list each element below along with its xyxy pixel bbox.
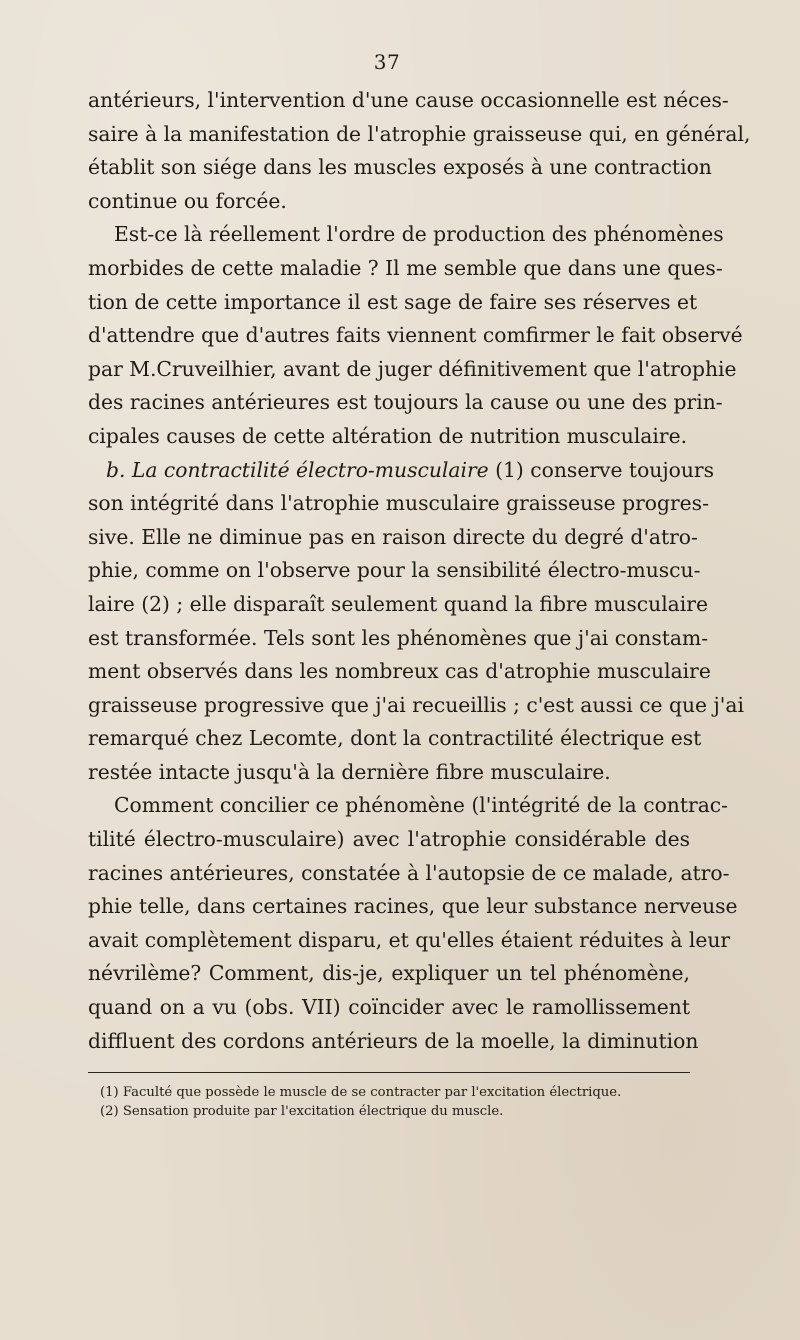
text-line: cipales causes de cette altération de nutrition musculaire. xyxy=(88,423,688,448)
text-line: continue ou forcée. xyxy=(88,188,287,213)
text-line: laire (2) ; elle disparaît seulement quand la fibre musculaire xyxy=(88,591,708,616)
paragraph-start-line: Comment concilier ce phénomène (l'intégrité de la contrac- xyxy=(114,793,728,818)
text-line: par M.Cruveilhier, avant de juger définitivement que l'atrophie xyxy=(88,356,737,381)
section-b-heading: b. La contractilité électro-musculaire xyxy=(106,457,489,482)
text-line: racines antérieures, constatée à l'autopsie de ce malade, atro- xyxy=(88,860,730,885)
text-line: d'attendre que d'autres faits viennent comfirmer le fait observé xyxy=(88,323,743,348)
body-text xyxy=(88,84,751,1058)
footnote-divider xyxy=(88,1072,690,1073)
text-line: névrilème? Comment, dis-je, expliquer un tel phénomène, xyxy=(88,961,690,986)
text-line: établit son siége dans les muscles exposés à une contraction xyxy=(88,155,712,180)
text-line: tilité électro-musculaire) avec l'atrophie considérable des xyxy=(88,827,690,852)
text-line: diffluent des cordons antérieurs de la moelle, la diminution xyxy=(88,1028,699,1053)
text-line: antérieurs, l'intervention d'une cause occasionnelle est néces- xyxy=(88,88,729,112)
text-line: remarqué chez Lecomte, dont la contractilité électrique est xyxy=(88,726,702,751)
page-number: 37 xyxy=(373,50,401,74)
text-line: phie telle, dans certaines racines, que leur substance nerveuse xyxy=(88,894,738,919)
section-b-rest: (1) conserve toujours xyxy=(488,457,715,482)
text-line: avait complètement disparu, et qu'elles étaient réduites à leur xyxy=(88,927,731,952)
footnote: (1) Faculté que possède le muscle de se contracter par l'excitation électrique. xyxy=(100,1085,622,1100)
footnotes xyxy=(100,1084,690,1121)
section-b-line xyxy=(88,454,715,488)
text-line: son intégrité dans l'atrophie musculaire graisseuse progres- xyxy=(88,491,709,516)
text-line: phie, comme on l'observe pour la sensibilité électro-muscu- xyxy=(88,558,701,583)
text-line: restée intacte jusqu'à la dernière fibre musculaire. xyxy=(88,759,611,784)
text-line: ment observés dans les nombreux cas d'atrophie musculaire xyxy=(88,659,711,684)
text-line: des racines antérieures est toujours la cause ou une des prin- xyxy=(88,390,723,415)
text-line: sive. Elle ne diminue pas en raison directe du degré d'atro- xyxy=(88,524,698,549)
footnote: (2) Sensation produite par l'excitation électrique du muscle. xyxy=(100,1103,504,1119)
paragraph-start-line: Est-ce là réellement l'ordre de production des phénomènes xyxy=(114,222,724,247)
text-line: saire à la manifestation de l'atrophie graisseuse qui, en général, xyxy=(88,121,751,146)
text-line: morbides de cette maladie ? Il me semble que dans une ques- xyxy=(88,255,723,280)
text-line: graisseuse progressive que j'ai recueillis ; c'est aussi ce que j'ai xyxy=(88,692,744,717)
text-line: quand on a vu (obs. VII) coïncider avec le ramollissement xyxy=(88,995,690,1020)
text-line: tion de cette importance il est sage de faire ses réserves et xyxy=(88,289,698,314)
text-line: est transformée. Tels sont les phénomènes que j'ai constam- xyxy=(88,625,709,650)
